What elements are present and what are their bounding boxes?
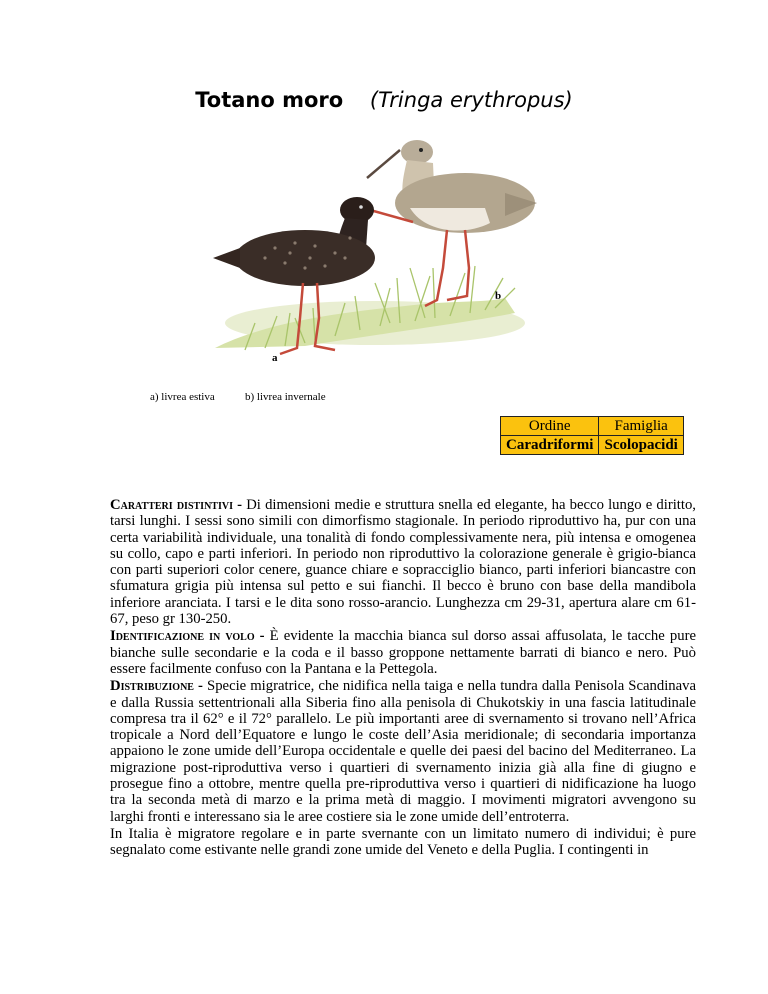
body-text [110, 497, 696, 860]
section-body: Di dimensioni medie e struttura snella ed elegante, ha becco lungo e diritto, tarsi lunghi. I sessi sono simili con dimorfismo stagionale. In periodo riproduttivo ha, pur con una certa variabilità individuale, una tonalità di fondo complessivamente nera, più intensa e omogenea su collo, capo e parti inferiori. In periodo non riproduttivo la colorazione generale è grigio-bianca con parti superiori color cenere, guance chiare e sopracciglio bianco, parti inferiori biancastre con sfumatura grigia più intensa sul petto e sui fianchi. Il becco è bruno con base della mandibola inferiore aranciata. I tarsi e le dita sono rosso-arancio. Lunghezza cm 29-31, apertura alare cm 61-67, peso gr 130-250. [110, 497, 696, 628]
section-distribuzione [110, 678, 696, 825]
section-italia [110, 826, 696, 859]
common-name: Totano moro [195, 88, 344, 112]
order-header: Ordine [501, 417, 599, 436]
label-a: a [272, 352, 278, 364]
label-b: b [495, 290, 502, 302]
family-value: Scolopacidi [599, 436, 683, 455]
bird-illustration [185, 118, 585, 380]
section-body: In Italia è migratore regolare e in parte svernante con un limitato numero di individui; è pure segnalato come estivante nelle grandi zone umide del Veneto e della Puglia. I contingenti in [110, 825, 696, 859]
section-identificazione [110, 628, 696, 677]
section-caratteri [110, 497, 696, 627]
caption-summer: a) livrea estiva [150, 391, 215, 403]
family-header: Famiglia [599, 417, 683, 436]
caption-winter: b) livrea invernale [245, 391, 326, 403]
page-title [0, 88, 768, 112]
section-body: È evidente la macchia bianca sul dorso assai affusolata, le tacche pure bianche sulle secondarie e la coda e il basso groppone nettamente barrati di bianco e nero. Può essere facilmente confuso con la Pantana e la Pettegola. [110, 628, 696, 677]
scientific-name: (Tringa erythropus) [369, 88, 573, 112]
classification-table [500, 416, 684, 455]
section-heading: Caratteri distintivi - [110, 497, 247, 513]
section-heading: Identificazione in volo - [110, 628, 270, 645]
section-body: Specie migratrice, che nidifica nella taiga e nella tundra dalla Penisola Scandinava e dalla Russia settentrionali alla Siberia fino alla penisola di Chukotskiy in una fascia latitudinale compresa tra il 62° e il 72° parallelo. Le più importanti aree di svernamento si trovano nell’Africa tropicale a Nord dell’Equatore e lungo le coste dell’Asia meridionale; di secondaria importanza appaiono le zone umide dell’Europa occidentale e quelle dei paesi del bacino del Mediterraneo. La migrazione post-riproduttiva verso i quartieri di svernamento inizia già alla fine di giugno e prosegue fino a ottobre, mentre quella pre-riproduttiva verso i quartieri di nidificazione ha luogo tra la seconda metà di marzo e la prima metà di maggio. I movimenti migratori avvengono su larghi fronti e interessano sia le aree costiere sia le zone umide dell’entroterra. [110, 678, 696, 825]
order-value: Caradriformi [501, 436, 599, 455]
bird-b-winter [367, 140, 537, 306]
section-heading: Distribuzione - [110, 678, 208, 695]
